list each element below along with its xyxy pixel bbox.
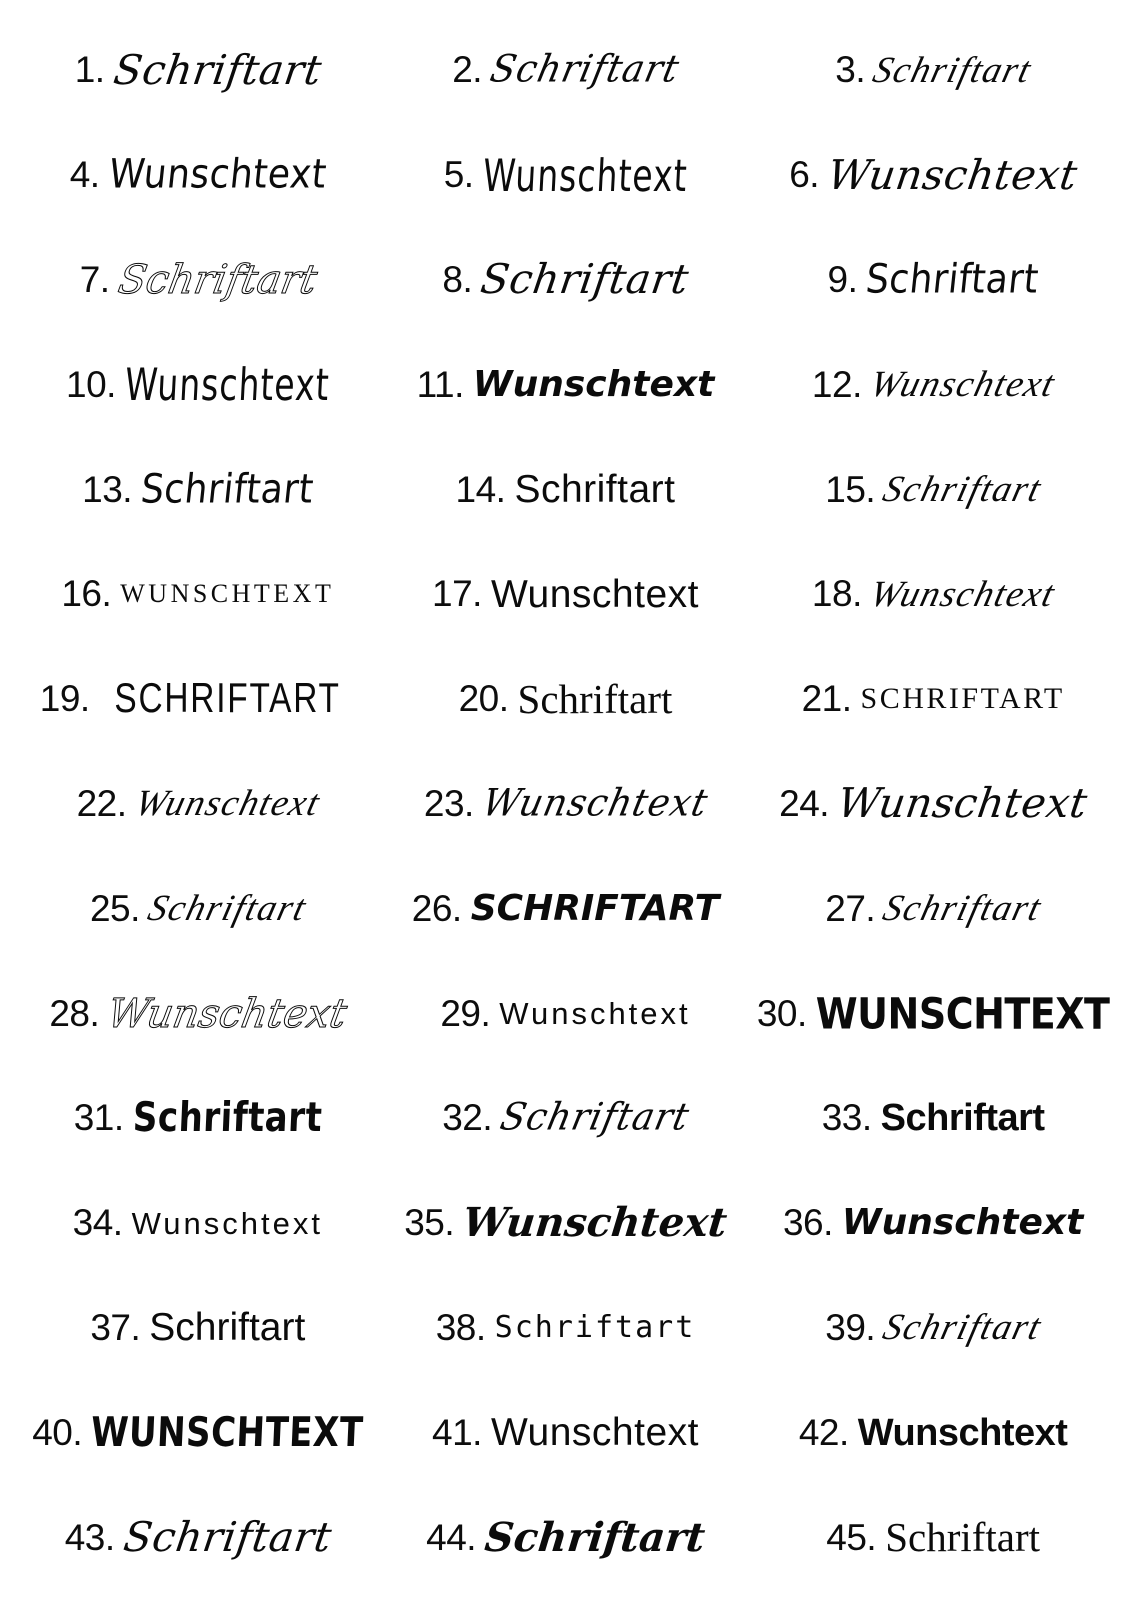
font-sample-item[interactable] <box>14 1066 382 1171</box>
font-sample-text: Wunschtext <box>857 1411 1068 1454</box>
font-sample-item[interactable] <box>14 1380 382 1485</box>
font-sample-number: 37. <box>90 1306 141 1348</box>
font-sample-number: 16. <box>61 573 112 615</box>
font-sample-text: Schriftart <box>885 1514 1041 1561</box>
font-sample-item[interactable] <box>382 856 750 961</box>
font-sample-number: 19. <box>39 678 90 720</box>
font-sample-number: 15. <box>825 468 876 510</box>
font-sample-text: Wunschtext <box>841 1202 1084 1244</box>
font-sample-text: Wunschtext <box>824 150 1081 199</box>
font-sample-number: 41. <box>432 1411 482 1453</box>
font-sample-item[interactable] <box>382 332 750 437</box>
font-sample-text: SCHRIFTART <box>470 887 720 929</box>
font-sample-number: 30. <box>756 992 807 1034</box>
font-sample-item[interactable] <box>14 228 382 333</box>
font-sample-item[interactable] <box>749 437 1117 542</box>
font-sample-item[interactable] <box>749 228 1117 333</box>
font-sample-number: 27. <box>825 887 876 929</box>
font-sample-item[interactable] <box>14 961 382 1066</box>
font-sample-item[interactable] <box>382 1276 750 1381</box>
font-sample-item[interactable] <box>382 752 750 857</box>
font-sample-number: 10. <box>66 363 116 405</box>
font-sample-text: SCHRIFTART <box>114 676 341 723</box>
font-sample-item[interactable] <box>14 647 382 752</box>
font-sample-item[interactable] <box>749 1171 1117 1276</box>
font-sample-item[interactable] <box>749 542 1117 647</box>
font-sample-number: 7. <box>79 258 110 300</box>
font-sample-number: 9. <box>827 258 858 300</box>
font-sample-text: Schriftart <box>496 1096 694 1140</box>
font-sample-number: 44. <box>426 1516 477 1558</box>
font-sample-item[interactable] <box>382 1066 750 1171</box>
font-sample-number: 4. <box>69 154 100 196</box>
font-sample-item[interactable] <box>382 647 750 752</box>
font-sample-text: Schriftart <box>879 888 1047 930</box>
font-sample-number: 12. <box>811 363 862 405</box>
font-sample-item[interactable] <box>14 856 382 961</box>
font-sample-number: 14. <box>455 468 506 510</box>
font-sample-item[interactable] <box>749 1485 1117 1590</box>
font-sample-text: SCHRIFTART <box>860 682 1065 716</box>
font-sample-text: Schriftart <box>120 1513 335 1562</box>
font-sample-number: 24. <box>779 782 830 824</box>
font-sample-number: 2. <box>452 49 483 91</box>
font-sample-item[interactable] <box>382 228 750 333</box>
font-sample-item[interactable] <box>382 123 750 228</box>
font-sample-number: 13. <box>82 468 133 510</box>
font-sample-item[interactable] <box>382 1485 750 1590</box>
font-sample-number: 22. <box>76 782 127 824</box>
font-sample-text: Schriftart <box>869 49 1037 91</box>
font-sample-number: 17. <box>432 573 482 615</box>
font-sample-text: Wunschtext <box>478 781 712 825</box>
font-sample-text: Schriftart <box>517 675 673 722</box>
font-sample-number: 35. <box>404 1202 455 1244</box>
font-sample-text: Schriftart <box>514 468 676 512</box>
font-sample-item[interactable] <box>749 1276 1117 1381</box>
font-sample-text: Schriftart <box>138 466 316 512</box>
font-sample-number: 43. <box>64 1516 115 1558</box>
font-sample-text: Wunschtext <box>460 1199 730 1247</box>
font-sample-text: Wunschtext <box>123 358 331 412</box>
font-sample-text: Schriftart <box>880 1097 1045 1140</box>
font-sample-number: 36. <box>782 1202 833 1244</box>
font-sample-number: 1. <box>74 49 105 91</box>
font-sample-text: Schriftart <box>114 256 321 303</box>
font-sample-text: Wunschtext <box>130 783 325 825</box>
font-sample-number: 40. <box>32 1411 83 1453</box>
font-sample-item[interactable] <box>749 123 1117 228</box>
font-sample-text: Wunschtext <box>481 148 689 202</box>
font-sample-text: Wunschtext <box>834 779 1091 828</box>
font-sample-text: Schriftart <box>110 45 325 94</box>
font-sample-number: 18. <box>811 573 862 615</box>
font-sample-item[interactable] <box>749 18 1117 123</box>
font-sample-text: Wunschtext <box>499 996 691 1032</box>
font-sample-text: Wunschtext <box>490 1411 699 1455</box>
font-sample-item[interactable] <box>749 856 1117 961</box>
font-sample-text: Schriftart <box>864 256 1042 303</box>
font-sample-number: 3. <box>835 49 866 91</box>
font-sample-number: 8. <box>442 258 473 300</box>
font-sample-text: WUNSCHTEXT <box>815 988 1110 1039</box>
font-sample-number: 42. <box>798 1411 849 1453</box>
font-sample-text: Schriftart <box>131 1094 323 1143</box>
font-sample-text: WUNSCHTEXT <box>120 579 335 609</box>
font-sample-number: 6. <box>789 154 820 196</box>
font-sample-item[interactable] <box>14 437 382 542</box>
font-sample-item[interactable] <box>14 752 382 857</box>
font-sample-item[interactable] <box>14 542 382 647</box>
font-sample-number: 5. <box>443 154 474 196</box>
font-sample-item[interactable] <box>749 332 1117 437</box>
font-sample-text: Wunschtext <box>106 151 329 198</box>
font-sample-number: 39. <box>825 1306 876 1348</box>
font-sample-text: Schriftart <box>486 48 684 92</box>
font-sample-number: 23. <box>423 782 474 824</box>
font-sample-item[interactable] <box>749 752 1117 857</box>
font-sample-number: 25. <box>89 887 140 929</box>
font-sample-item[interactable] <box>382 1171 750 1276</box>
font-sample-grid <box>14 18 1117 1590</box>
font-sample-item[interactable] <box>14 1485 382 1590</box>
font-sample-number: 34. <box>72 1202 123 1244</box>
font-sample-item[interactable] <box>14 1171 382 1276</box>
font-sample-item[interactable] <box>382 18 750 123</box>
font-sample-text: Wunschtext <box>865 573 1060 615</box>
font-sample-number: 31. <box>73 1097 124 1139</box>
font-sample-text: Schriftart <box>879 469 1047 511</box>
font-sample-text: Wunschtext <box>104 990 351 1037</box>
font-sample-text: Schriftart <box>143 888 311 930</box>
font-sample-number: 26. <box>411 887 462 929</box>
font-sample-item[interactable] <box>14 332 382 437</box>
font-sample-text: Wunschtext <box>490 572 699 616</box>
font-sample-item[interactable] <box>382 961 750 1066</box>
font-sample-item[interactable] <box>749 1380 1117 1485</box>
font-sample-text: Schriftart <box>482 1513 708 1561</box>
font-sample-number: 20. <box>458 678 509 720</box>
font-sample-text: Schriftart <box>494 1309 696 1345</box>
font-sample-number: 29. <box>440 992 491 1034</box>
font-sample-item[interactable] <box>14 1276 382 1381</box>
font-sample-item[interactable] <box>14 18 382 123</box>
font-sample-text: Wunschtext <box>131 1205 323 1241</box>
font-sample-number: 33. <box>821 1097 872 1139</box>
font-sample-text: Schriftart <box>149 1306 306 1350</box>
font-sample-text: Wunschtext <box>472 363 715 405</box>
font-sample-number: 45. <box>826 1516 877 1558</box>
font-sample-item[interactable] <box>382 437 750 542</box>
font-sample-item[interactable] <box>14 123 382 228</box>
font-sample-number: 38. <box>435 1306 486 1348</box>
font-sample-item[interactable] <box>749 961 1117 1066</box>
font-sample-text: WUNSCHTEXT <box>90 1408 365 1457</box>
font-sample-number: 28. <box>49 992 100 1034</box>
font-sample-text: Wunschtext <box>865 364 1060 406</box>
font-sample-text: Schriftart <box>879 1307 1047 1349</box>
font-sample-item[interactable] <box>382 542 750 647</box>
font-sample-number: 32. <box>442 1097 493 1139</box>
font-sample-number: 11. <box>416 363 464 405</box>
font-sample-text: Schriftart <box>477 255 693 304</box>
font-sample-number: 21. <box>801 678 852 720</box>
font-sample-item[interactable] <box>749 647 1117 752</box>
font-sample-item[interactable] <box>749 1066 1117 1171</box>
font-sample-item[interactable] <box>382 1380 750 1485</box>
